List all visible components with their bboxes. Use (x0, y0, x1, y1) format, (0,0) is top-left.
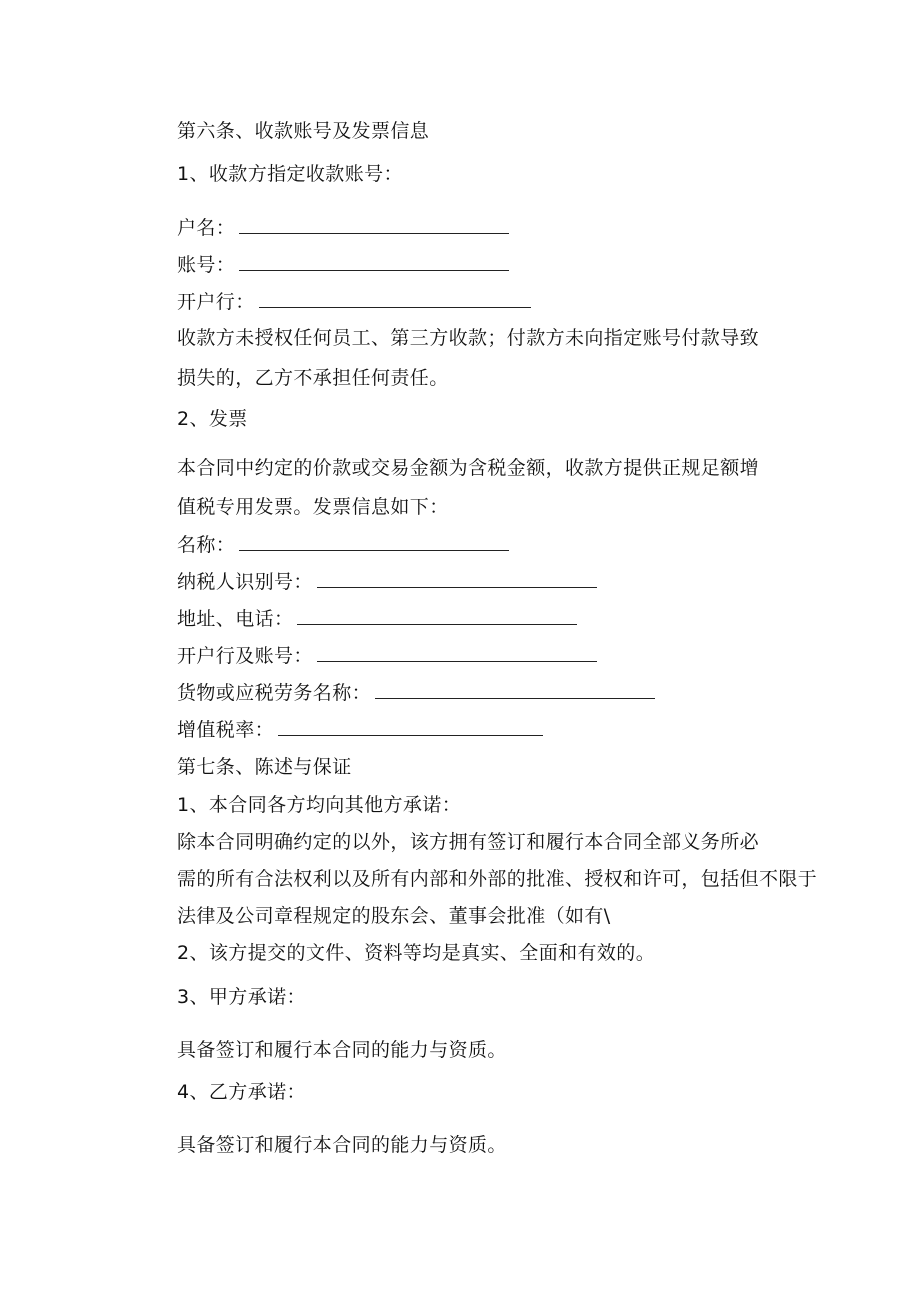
article6-item2: 2、发票 (177, 408, 248, 430)
bank-label: 开户行： (177, 291, 255, 313)
article7-p1-line-2: 需的所有合法权利以及所有内部和外部的批准、授权和许可，包括但不限于 (177, 868, 818, 890)
note-line-2: 损失的，乙方不承担任何责任。 (177, 367, 449, 389)
article7-title: 第七条、陈述与保证 (177, 756, 352, 778)
bank-blank[interactable] (259, 289, 531, 308)
tax-id-row (177, 569, 597, 594)
vat-rate-label: 增值税率： (177, 719, 275, 741)
address-blank[interactable] (297, 606, 577, 625)
article7-p1-line-1: 除本合同明确约定的以外，该方拥有签订和履行本合同全部义务所必 (177, 831, 760, 853)
article7-item4-text: 具备签订和履行本合同的能力与资质。 (177, 1134, 507, 1156)
invoice-name-blank[interactable] (239, 532, 509, 551)
article7-item3: 3、甲方承诺： (177, 986, 306, 1008)
address-label: 地址、电话： (177, 608, 294, 630)
account-no-row (177, 252, 509, 277)
invoice-name-row (177, 532, 509, 557)
vat-rate-blank[interactable] (278, 717, 543, 736)
bank-account-label: 开户行及账号： (177, 645, 313, 667)
bank-account-row (177, 643, 597, 668)
bank-row (177, 289, 531, 314)
address-row (177, 606, 577, 631)
article6-item1: 1、收款方指定收款账号： (177, 163, 403, 185)
article7-item1: 1、本合同各方均向其他方承诺： (177, 794, 462, 816)
article7-item3-text: 具备签订和履行本合同的能力与资质。 (177, 1039, 507, 1061)
article6-title: 第六条、收款账号及发票信息 (177, 120, 430, 142)
article7-item2: 2、该方提交的文件、资料等均是真实、全面和有效的。 (177, 942, 656, 964)
tax-id-label: 纳税人识别号： (177, 571, 313, 593)
account-no-blank[interactable] (239, 252, 509, 271)
invoice-line-2: 值税专用发票。发票信息如下： (177, 496, 449, 518)
tax-id-blank[interactable] (317, 569, 597, 588)
account-name-row (177, 215, 509, 240)
article7-p1-line-3: 法律及公司章程规定的股东会、董事会批准（如有\ (177, 905, 611, 927)
note-line-1: 收款方未授权任何员工、第三方收款；付款方未向指定账号付款导致 (177, 327, 760, 349)
article7-item4: 4、乙方承诺： (177, 1081, 306, 1103)
account-name-label: 户名： (177, 217, 236, 239)
account-no-label: 账号： (177, 254, 236, 276)
bank-account-blank[interactable] (317, 643, 597, 662)
invoice-line-1: 本合同中约定的价款或交易金额为含税金额，收款方提供正规足额增 (177, 457, 760, 479)
invoice-name-label: 名称： (177, 534, 236, 556)
account-name-blank[interactable] (239, 215, 509, 234)
goods-row (177, 680, 655, 705)
goods-blank[interactable] (375, 680, 655, 699)
goods-label: 货物或应税劳务名称： (177, 682, 372, 704)
vat-rate-row (177, 717, 543, 742)
